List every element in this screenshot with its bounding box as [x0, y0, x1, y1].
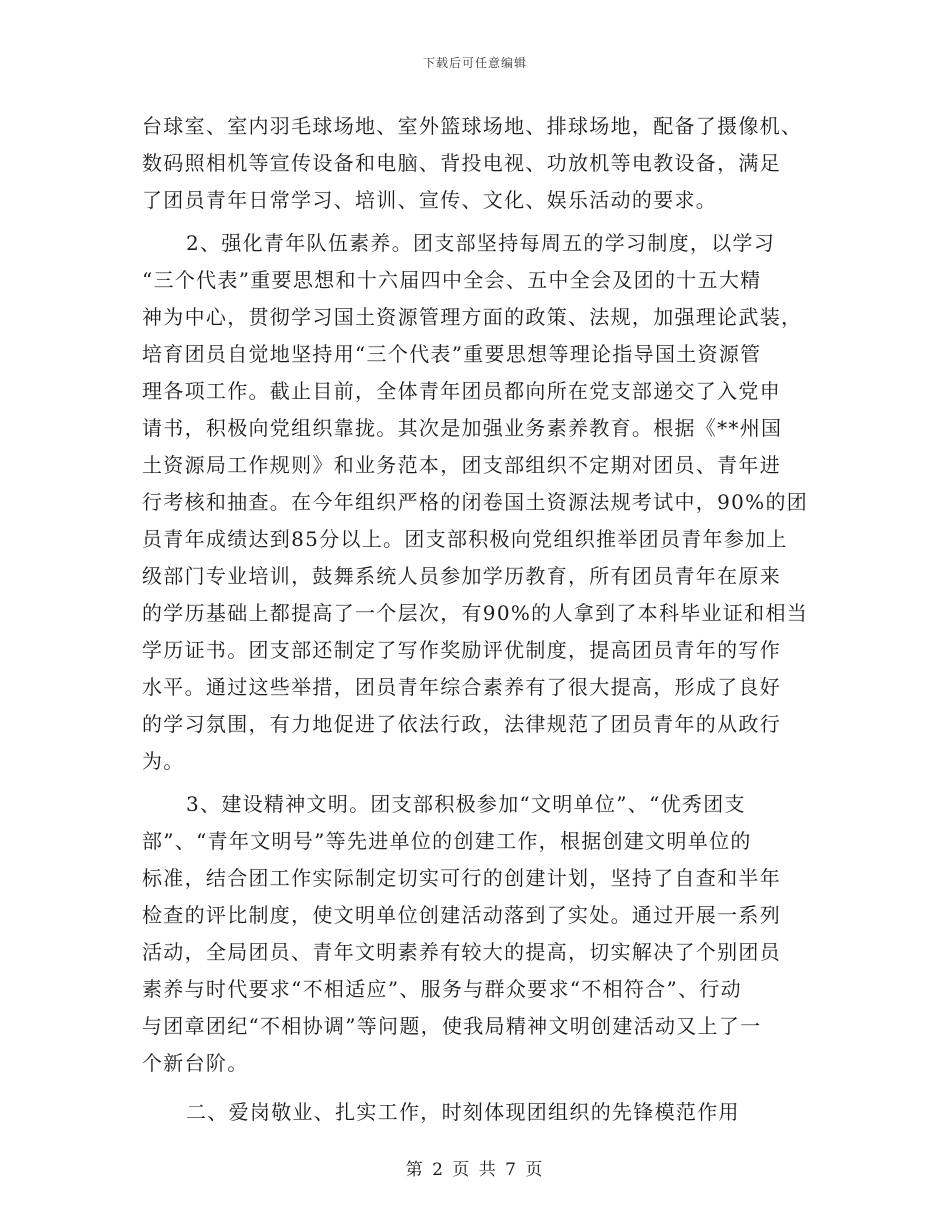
- text-line: 为。: [142, 749, 185, 773]
- text-line: 了团员青年日常学习、培训、宣传、文化、娱乐活动的要求。: [142, 188, 718, 212]
- page-header-note: 下载后可任意编辑: [422, 56, 527, 70]
- text-line: 2、强化青年队伍素养。团支部坚持每周五的学习制度，以学习: [186, 231, 776, 255]
- text-line: 部”、“青年文明号”等先进单位的创建工作，根据创建文明单位的: [142, 829, 752, 853]
- text-line: 员青年成绩达到85分以上。团支部积极向党组织推举团员青年参加上: [142, 527, 788, 551]
- text-line: 个新台阶。: [142, 1051, 249, 1075]
- text-line: 数码照相机等宣传设备和电脑、背投电视、功放机等电教设备，满足: [142, 151, 781, 175]
- text-line: 3、建设精神文明。团支部积极参加“文明单位”、“优秀团支: [186, 792, 746, 816]
- paragraph-spiritual-civilization: [142, 786, 814, 1082]
- text-line: 水平。通过这些举措，团员青年综合素养有了很大提高，形成了良好: [142, 675, 781, 699]
- page-number: 第 2 页 共 7 页: [405, 1160, 545, 1180]
- paragraph-facilities: [142, 108, 814, 219]
- text-line: 与团章团纪“不相协调”等问题，使我局精神文明创建活动又上了一: [142, 1014, 762, 1038]
- text-line: 活动，全局团员、青年文明素养有较大的提高，切实解决了个别团员: [142, 940, 781, 964]
- text-line: 级部门专业培训，鼓舞系统人员参加学历教育，所有团员青年在原来: [142, 564, 781, 588]
- text-line: 台球室、室内羽毛球场地、室外篮球场地、排球场地，配备了摄像机、: [142, 114, 803, 138]
- text-line: 检查的评比制度，使文明单位创建活动落到了实处。通过开展一系列: [142, 903, 781, 927]
- section-heading: 二、爱岗敬业、扎实工作，时刻体现团组织的先锋模范作用: [186, 1100, 740, 1124]
- paragraph-youth-quality: [142, 225, 814, 780]
- text-line: 的学习氛围，有力地促进了依法行政，法律规范了团员青年的从政行: [142, 712, 781, 736]
- document-body: [142, 108, 814, 1131]
- text-line: 的学历基础上都提高了一个层次，有90%的人拿到了本科毕业证和相当: [142, 601, 809, 625]
- text-line: 培育团员自觉地坚持用“三个代表”重要思想等理论指导国土资源管: [142, 342, 762, 366]
- text-line: 标准，结合团工作实际制定切实可行的创建计划，坚持了自查和半年: [142, 866, 781, 890]
- text-line: 请书，积极向党组织靠拢。其次是加强业务素养教育。根据《**州国: [142, 416, 783, 440]
- text-line: “三个代表”重要思想和十六届四中全会、五中全会及团的十五大精: [142, 268, 762, 292]
- text-line: 学历证书。团支部还制定了写作奖励评优制度，提高团员青年的写作: [142, 638, 781, 662]
- text-line: 理各项工作。截止目前，全体青年团员都向所在党支部递交了入党申: [142, 379, 781, 403]
- text-line: 土资源局工作规则》和业务范本，团支部组织不定期对团员、青年进: [142, 453, 781, 477]
- text-line: 神为中心，贯彻学习国土资源管理方面的政策、法规，加强理论武装，: [142, 305, 803, 329]
- text-line: 行考核和抽查。在今年组织严格的闭卷国土资源法规考试中，90%的团: [142, 490, 809, 514]
- text-line: 素养与时代要求“不相适应”、服务与群众要求“不相符合”、行动: [142, 977, 742, 1001]
